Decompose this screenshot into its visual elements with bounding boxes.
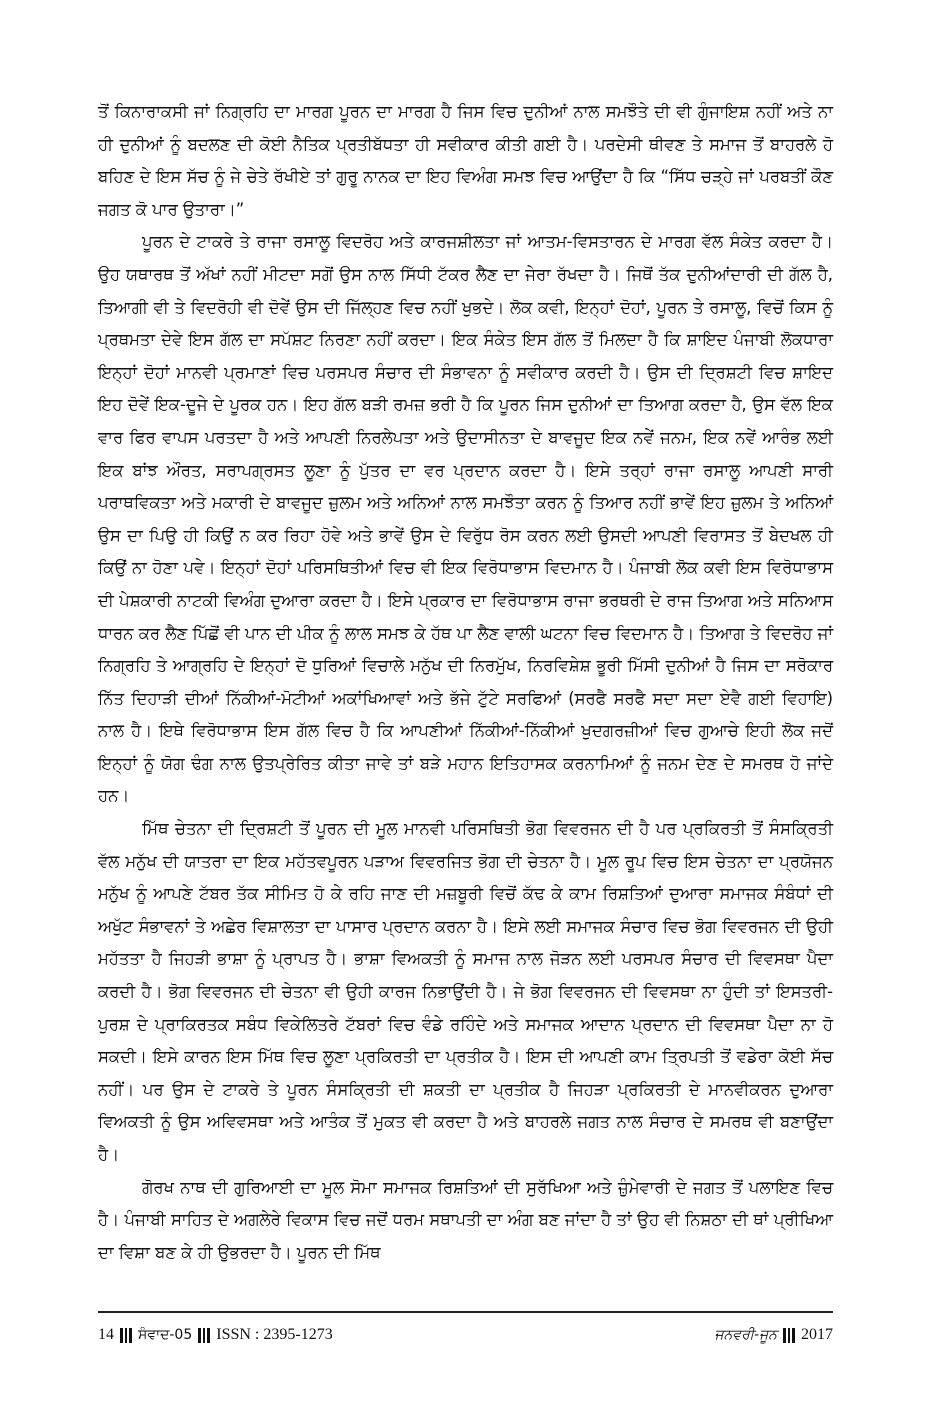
- separator-bars-icon: [783, 1327, 795, 1343]
- footer-left: [98, 1326, 333, 1344]
- issn-number: ISSN : 2395-1273: [216, 1326, 333, 1343]
- journal-name: ਸੰਵਾਦ-05: [138, 1327, 193, 1343]
- page-number: 14: [98, 1326, 114, 1343]
- footer-right: [715, 1326, 834, 1344]
- separator-bars-icon: [120, 1327, 132, 1343]
- issue-period: ਜਨਵਰੀ-ਜੂਨ: [714, 1327, 777, 1343]
- page-footer: [98, 1322, 833, 1348]
- footer-divider: [98, 1311, 833, 1313]
- issue-year: 2017: [801, 1326, 833, 1343]
- paragraph-1: ਤੋਂ ਕਿਨਾਰਾਕਸੀ ਜਾਂ ਨਿਗ੍ਰਹਿ ਦਾ ਮਾਰਗ ਪੂਰਨ ਦਾ ਮਾਰਗ ਹੈ ਜਿਸ ਵਿਚ ਦੁਨੀਆਂ ਨਾਲ ਸਮਝੌਤੇ ਦੀ ਵੀ ਗੁੰਜਾਇਸ਼ ਨਹੀਂ ਅਤੇ ਨਾ ਹੀ ਦੁਨੀਆਂ ਨੂੰ ਬਦਲਣ ਦੀ ਕੋਈ ਨੈਤਿਕ ਪ੍ਰਤੀਬੱਧਤਾ ਹੀ ਸਵੀਕਾਰ ਕੀਤੀ ਗਈ ਹੈ। ਪਰਦੇਸੀ ਥੀਵਣ ਤੇ ਸਮਾਜ ਤੋਂ ਬਾਹਰਲੇ ਹੋ ਬਹਿਣ ਦੇ ਇਸ ਸੱਚ ਨੂੰ ਜੇ ਚੇਤੇ ਰੱਖੀਏ ਤਾਂ ਗੁਰੂ ਨਾਨਕ ਦਾ ਇਹ ਵਿਅੰਗ ਸਮਝ ਵਿਚ ਆਉਂਦਾ ਹੈ ਕਿ “ਸਿੱਧ ਚੜ੍ਹੇ ਜਾਂ ਪਰਬਤੀਂ ਕੌਣ ਜਗਤ ਕੋ ਪਾਰ ਉਤਾਰਾ।”: [98, 102, 833, 219]
- paragraph-2: ਪੂਰਨ ਦੇ ਟਾਕਰੇ ਤੇ ਰਾਜਾ ਰਸਾਲੂ ਵਿਦਰੋਹ ਅਤੇ ਕਾਰਜਸ਼ੀਲਤਾ ਜਾਂ ਆਤਮ-ਵਿਸਤਾਰਨ ਦੇ ਮਾਰਗ ਵੱਲ ਸੰਕੇਤ ਕਰਦਾ ਹੈ। ਉਹ ਯਥਾਰਥ ਤੋਂ ਅੱਖਾਂ ਨਹੀਂ ਮੀਟਦਾ ਸਗੋਂ ਉਸ ਨਾਲ ਸਿੱਧੀ ਟੱਕਰ ਲੈਣ ਦਾ ਜੇਰਾ ਰੱਖਦਾ ਹੈ। ਜਿਥੋਂ ਤੱਕ ਦੁਨੀਆਂਦਾਰੀ ਦੀ ਗੱਲ ਹੈ, ਤਿਆਗੀ ਵੀ ਤੇ ਵਿਦਰੋਹੀ ਵੀ ਦੋਵੇਂ ਉਸ ਦੀ ਜਿੱਲ੍ਹਣ ਵਿਚ ਨਹੀਂ ਖੁਭਦੇ। ਲੋਕ ਕਵੀ, ਇਨ੍ਹਾਂ ਦੋਹਾਂ, ਪੂਰਨ ਤੇ ਰਸਾਲੂ, ਵਿਚੋਂ ਕਿਸ ਨੂੰ ਪ੍ਰਥਮਤਾ ਦੇਵੇ ਇਸ ਗੱਲ ਦਾ ਸਪੱਸ਼ਟ ਨਿਰਣਾ ਨਹੀਂ ਕਰਦਾ। ਇਕ ਸੰਕੇਤ ਇਸ ਗੱਲ ਤੋਂ ਮਿਲਦਾ ਹੈ ਕਿ ਸ਼ਾਇਦ ਪੰਜਾਬੀ ਲੋਕਧਾਰਾ ਇਨ੍ਹਾਂ ਦੋਹਾਂ ਮਾਨਵੀ ਪ੍ਰਮਾਣਾਂ ਵਿਚ ਪਰਸਪਰ ਸੰਚਾਰ ਦੀ ਸੰਭਾਵਨਾ ਨੂੰ ਸਵੀਕਾਰ ਕਰਦੀ ਹੈ। ਉਸ ਦੀ ਦ੍ਰਿਸ਼ਟੀ ਵਿਚ ਸ਼ਾਇਦ ਇਹ ਦੋਵੇਂ ਇਕ-ਦੂਜੇ ਦੇ ਪੂਰਕ ਹਨ। ਇਹ ਗੱਲ ਬੜੀ ਰਮਜ਼ ਭਰੀ ਹੈ ਕਿ ਪੂਰਨ ਜਿਸ ਦੁਨੀਆਂ ਦਾ ਤਿਆਗ ਕਰਦਾ ਹੈ, ਉਸ ਵੱਲ ਇਕ ਵਾਰ ਫਿਰ ਵਾਪਸ ਪਰਤਦਾ ਹੈ ਅਤੇ ਆਪਣੀ ਨਿਰਲੇਪਤਾ ਅਤੇ ਉਦਾਸੀਨਤਾ ਦੇ ਬਾਵਜੂਦ ਇਕ ਨਵੇਂ ਜਨਮ, ਇਕ ਨਵੇਂ ਆਰੰਭ ਲਈ ਇਕ ਬਾਂਝ ਔਰਤ, ਸਰਾਪਗ੍ਰਸਤ ਲੂਣਾ ਨੂੰ ਪੁੱਤਰ ਦਾ ਵਰ ਪ੍ਰਦਾਨ ਕਰਦਾ ਹੈ। ਇਸੇ ਤਰ੍ਹਾਂ ਰਾਜਾ ਰਸਾਲੂ ਆਪਣੀ ਸਾਰੀ ਪਰਾਥਵਿਕਤਾ ਅਤੇ ਮਕਾਰੀ ਦੇ ਬਾਵਜੂਦ ਜ਼ੁਲਮ ਅਤੇ ਅਨਿਆਂ ਨਾਲ ਸਮਝੌਤਾ ਕਰਨ ਨੂੰ ਤਿਆਰ ਨਹੀਂ ਭਾਵੇਂ ਇਹ ਜ਼ੁਲਮ ਤੇ ਅਨਿਆਂ ਉਸ ਦਾ ਪਿਉ ਹੀ ਕਿਉਂ ਨ ਕਰ ਰਿਹਾ ਹੋਵੇ ਅਤੇ ਭਾਵੇਂ ਉਸ ਦੇ ਵਿਰੁੱਧ ਰੋਸ ਕਰਨ ਲਈ ਉਸਦੀ ਆਪਣੀ ਵਿਰਾਸਤ ਤੋਂ ਬੇਦਖਲ ਹੀ ਕਿਉਂ ਨਾ ਹੋਣਾ ਪਵੇ। ਇਨ੍ਹਾਂ ਦੋਹਾਂ ਪਰਿਸਥਿਤੀਆਂ ਵਿਚ ਵੀ ਇਕ ਵਿਰੋਧਾਭਾਸ ਵਿਦਮਾਨ ਹੈ। ਪੰਜਾਬੀ ਲੋਕ ਕਵੀ ਇਸ ਵਿਰੋਧਾਭਾਸ ਦੀ ਪੇਸ਼ਕਾਰੀ ਨਾਟਕੀ ਵਿਅੰਗ ਦੁਆਰਾ ਕਰਦਾ ਹੈ। ਇਸੇ ਪ੍ਰਕਾਰ ਦਾ ਵਿਰੋਧਾਭਾਸ ਰਾਜਾ ਭਰਥਰੀ ਦੇ ਰਾਜ ਤਿਆਗ ਅਤੇ ਸਨਿਆਸ ਧਾਰਨ ਕਰ ਲੈਣ ਪਿੱਛੋਂ ਵੀ ਪਾਨ ਦੀ ਪੀਕ ਨੂੰ ਲਾਲ ਸਮਝ ਕੇ ਹੱਥ ਪਾ ਲੈਣ ਵਾਲੀ ਘਟਨਾ ਵਿਚ ਵਿਦਮਾਨ ਹੈ। ਤਿਆਗ ਤੇ ਵਿਦਰੋਹ ਜਾਂ ਨਿਗ੍ਰਹਿ ਤੇ ਆਗ੍ਰਹਿ ਦੇ ਇਨ੍ਹਾਂ ਦੋ ਧੁਰਿਆਂ ਵਿਚਾਲੇ ਮਨੁੱਖ ਦੀ ਨਿਰਮੁੱਖ, ਨਿਰਵਿਸ਼ੇਸ਼ ਭੂਰੀ ਮਿੱਸੀ ਦੁਨੀਆਂ ਹੈ ਜਿਸ ਦਾ ਸਰੋਕਾਰ ਨਿੱਤ ਦਿਹਾੜੀ ਦੀਆਂ ਨਿੱਕੀਆਂ-ਮੋਟੀਆਂ ਅਕਾਂਖਿਆਵਾਂ ਅਤੇ ਭੱਜੇ ਟੁੱਟੇ ਸਰਫਿਆਂ (ਸਰਫੈ ਸਰਫੈ ਸਦਾ ਸਦਾ ਏਵੈ ਗਈ ਵਿਹਾਇ) ਨਾਲ ਹੈ। ਇਥੇ ਵਿਰੋਧਾਭਾਸ ਇਸ ਗੱਲ ਵਿਚ ਹੈ ਕਿ ਆਪਣੀਆਂ ਨਿੱਕੀਆਂ-ਨਿੱਕੀਆਂ ਖੁਦਗਰਜ਼ੀਆਂ ਵਿਚ ਗੁਆਚੇ ਇਹੀ ਲੋਕ ਜਦੋਂ ਇਨ੍ਹਾਂ ਨੂੰ ਯੋਗ ਢੰਗ ਨਾਲ ਉਤਪ੍ਰੇਰਿਤ ਕੀਤਾ ਜਾਵੇ ਤਾਂ ਬੜੇ ਮਹਾਨ ਇਤਿਹਾਸਕ ਕਰਨਾਮਿਆਂ ਨੂੰ ਜਨਮ ਦੇਣ ਦੇ ਸਮਰਥ ਹੋ ਜਾਂਦੇ ਹਨ।: [98, 232, 833, 806]
- page-body: [98, 96, 833, 1269]
- article-text: [98, 96, 833, 1269]
- paragraph-3: ਮਿੱਥ ਚੇਤਨਾ ਦੀ ਦ੍ਰਿਸ਼ਟੀ ਤੋਂ ਪੂਰਨ ਦੀ ਮੂਲ ਮਾਨਵੀ ਪਰਿਸਥਿਤੀ ਭੋਗ ਵਿਵਰਜਨ ਦੀ ਹੈ ਪਰ ਪ੍ਰਕਿਰਤੀ ਤੋਂ ਸੰਸਕ੍ਰਿਤੀ ਵੱਲ ਮਨੁੱਖ ਦੀ ਯਾਤਰਾ ਦਾ ਇਕ ਮਹੱਤਵਪੂਰਨ ਪੜਾਅ ਵਿਵਰਜਿਤ ਭੋਗ ਦੀ ਚੇਤਨਾ ਹੈ। ਮੂਲ ਰੂਪ ਵਿਚ ਇਸ ਚੇਤਨਾ ਦਾ ਪ੍ਰਯੋਜਨ ਮਨੁੱਖ ਨੂੰ ਆਪਣੇ ਟੱਬਰ ਤੱਕ ਸੀਮਿਤ ਹੋ ਕੇ ਰਹਿ ਜਾਣ ਦੀ ਮਜ਼ਬੂਰੀ ਵਿਚੋਂ ਕੱਢ ਕੇ ਕਾਮ ਰਿਸ਼ਤਿਆਂ ਦੁਆਰਾ ਸਮਾਜਕ ਸੰਬੰਧਾਂ ਦੀ ਅਖੁੱਟ ਸੰਭਾਵਨਾਂ ਤੇ ਅਛੇਰ ਵਿਸ਼ਾਲਤਾ ਦਾ ਪਾਸਾਰ ਪ੍ਰਦਾਨ ਕਰਨਾ ਹੈ। ਇਸੇ ਲਈ ਸਮਾਜਕ ਸੰਚਾਰ ਵਿਚ ਭੋਗ ਵਿਵਰਜਨ ਦੀ ਉਹੀ ਮਹੱਤਤਾ ਹੈ ਜਿਹੜੀ ਭਾਸ਼ਾ ਨੂੰ ਪ੍ਰਾਪਤ ਹੈ। ਭਾਸ਼ਾ ਵਿਅਕਤੀ ਨੂੰ ਸਮਾਜ ਨਾਲ ਜੋੜਨ ਲਈ ਪਰਸਪਰ ਸੰਚਾਰ ਦੀ ਵਿਵਸਥਾ ਪੈਦਾ ਕਰਦੀ ਹੈ। ਭੋਗ ਵਿਵਰਜਨ ਦੀ ਚੇਤਨਾ ਵੀ ਉਹੀ ਕਾਰਜ ਨਿਭਾਉਂਦੀ ਹੈ। ਜੇ ਭੋਗ ਵਿਵਰਜਨ ਦੀ ਵਿਵਸਥਾ ਨਾ ਹੁੰਦੀ ਤਾਂ ਇਸਤਰੀ-ਪੁਰਸ਼ ਦੇ ਪ੍ਰਾਕਿਰਤਕ ਸਬੰਧ ਵਿਕੇਲਿਤਰੇ ਟੱਬਰਾਂ ਵਿਚ ਵੰਡੇ ਰਹਿੰਦੇ ਅਤੇ ਸਮਾਜਕ ਆਦਾਨ ਪ੍ਰਦਾਨ ਦੀ ਵਿਵਸਥਾ ਪੈਦਾ ਨਾ ਹੋ ਸਕਦੀ। ਇਸੇ ਕਾਰਨ ਇਸ ਮਿੱਥ ਵਿਚ ਲੂਣਾ ਪ੍ਰਕਿਰਤੀ ਦਾ ਪ੍ਰਤੀਕ ਹੈ। ਇਸ ਦੀ ਆਪਣੀ ਕਾਮ ਤ੍ਰਿਪਤੀ ਤੋਂ ਵਡੇਰਾ ਕੋਈ ਸੱਚ ਨਹੀਂ। ਪਰ ਉਸ ਦੇ ਟਾਕਰੇ ਤੇ ਪੂਰਨ ਸੰਸਕ੍ਰਿਤੀ ਦੀ ਸ਼ਕਤੀ ਦਾ ਪ੍ਰਤੀਕ ਹੈ ਜਿਹੜਾ ਪ੍ਰਕਿਰਤੀ ਦੇ ਮਾਨਵੀਕਰਨ ਦੁਆਰਾ ਵਿਅਕਤੀ ਨੂੰ ਉਸ ਅਵਿਵਸਥਾ ਅਤੇ ਆਤੰਕ ਤੋਂ ਮੁਕਤ ਵੀ ਕਰਦਾ ਹੈ ਅਤੇ ਬਾਹਰਲੇ ਜਗਤ ਨਾਲ ਸੰਚਾਰ ਦੇ ਸਮਰਥ ਵੀ ਬਣਾਉਂਦਾ ਹੈ।: [98, 819, 833, 1164]
- paragraph-4: ਗੋਰਖ ਨਾਥ ਦੀ ਗੁਰਿਆਈ ਦਾ ਮੂਲ ਸੋਮਾ ਸਮਾਜਕ ਰਿਸ਼ਤਿਆਂ ਦੀ ਸੁਰੱਖਿਆ ਅਤੇ ਜ਼ੁੰਮੇਵਾਰੀ ਦੇ ਜਗਤ ਤੋਂ ਪਲਾਇਣ ਵਿਚ ਹੈ। ਪੰਜਾਬੀ ਸਾਹਿਤ ਦੇ ਅਗਲੇਰੇ ਵਿਕਾਸ ਵਿਚ ਜਦੋਂ ਧਰਮ ਸਥਾਪਤੀ ਦਾ ਅੰਗ ਬਣ ਜਾਂਦਾ ਹੈ ਤਾਂ ਉਹ ਵੀ ਨਿਸ਼ਠਾ ਦੀ ਥਾਂ ਪ੍ਰੀਖਿਆ ਦਾ ਵਿਸ਼ਾ ਬਣ ਕੇ ਹੀ ਉਭਰਦਾ ਹੈ। ਪੂਰਨ ਦੀ ਮਿੱਥ: [98, 1177, 833, 1262]
- separator-bars-icon: [198, 1327, 210, 1343]
